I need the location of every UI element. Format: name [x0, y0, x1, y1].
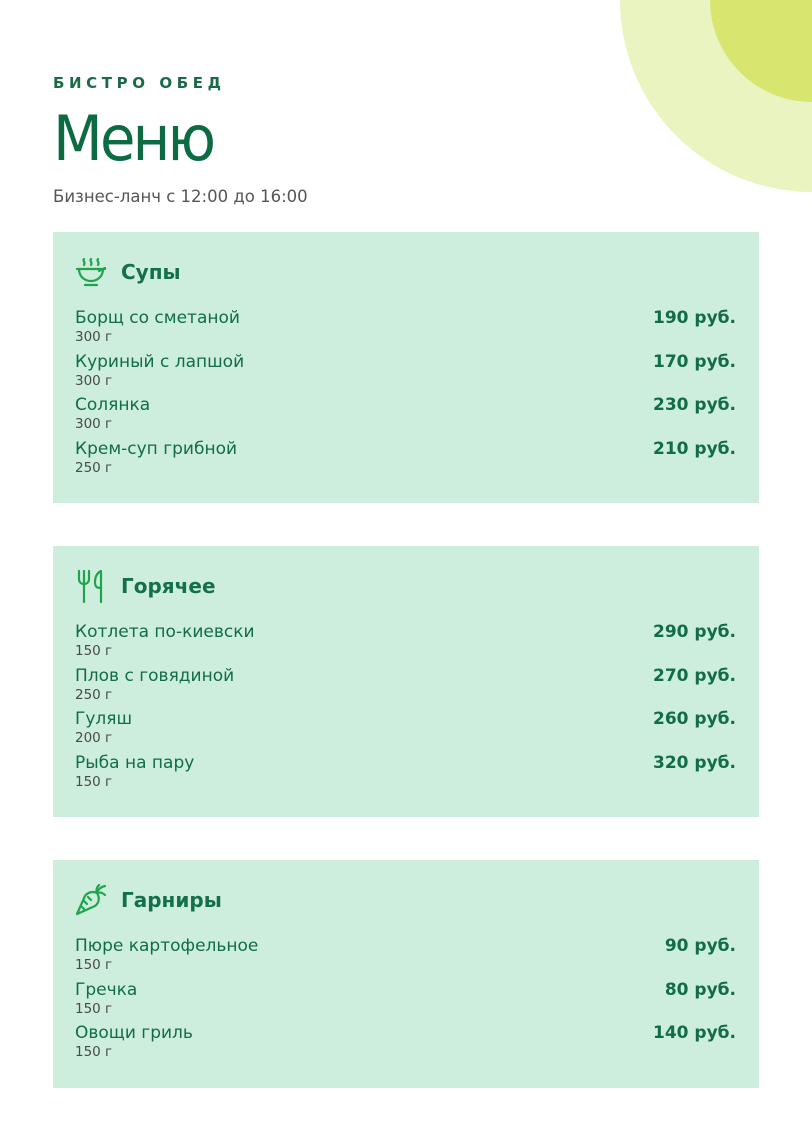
menu-item: [75, 352, 736, 396]
item-price: 190 руб.: [653, 308, 736, 328]
item-weight: 150 г: [75, 773, 113, 790]
item-weight: 300 г: [75, 329, 113, 345]
menu-header: [53, 70, 308, 208]
menu-item: [75, 308, 736, 352]
page-subtitle: Бизнес-ланч с 12:00 до 16:00: [53, 187, 308, 206]
menu-item: [75, 622, 736, 666]
item-price: 270 руб.: [653, 665, 736, 686]
menu-section-sides: [53, 860, 759, 1088]
item-weight: 200 г: [75, 730, 113, 746]
item-price: 320 руб.: [653, 752, 736, 773]
menu-section-hot: [53, 546, 759, 817]
menu-item: [75, 753, 736, 797]
menu-section-soups: [53, 232, 759, 503]
item-name: Крем-суп грибной: [75, 438, 238, 459]
item-weight: 150 г: [75, 1000, 113, 1017]
menu-item: [75, 666, 736, 710]
item-price: 260 руб.: [653, 709, 736, 729]
section-title: Супы: [121, 260, 181, 284]
section-header: [75, 568, 736, 604]
item-price: 140 руб.: [653, 1023, 736, 1043]
item-weight: 300 г: [75, 416, 113, 432]
fork-spoon-icon: [75, 568, 107, 604]
brand-name: БИСТРО ОБЕД: [53, 74, 226, 92]
soup-bowl-icon: [75, 254, 107, 290]
item-weight: 150 г: [75, 1044, 113, 1060]
section-title: Гарниры: [121, 888, 222, 912]
menu-item: [75, 980, 736, 1024]
carrot-icon: [75, 882, 107, 918]
item-weight: 250 г: [75, 686, 113, 703]
page-title: Меню: [53, 102, 214, 175]
item-weight: 150 г: [75, 957, 113, 973]
item-name: Пюре картофельное: [75, 936, 259, 956]
item-name: Куриный с лапшой: [75, 351, 245, 372]
item-price: 80 руб.: [664, 979, 736, 1000]
item-price: 170 руб.: [653, 351, 736, 372]
item-price: 290 руб.: [653, 622, 736, 642]
item-name: Плов с говядиной: [75, 665, 235, 686]
item-price: 230 руб.: [653, 395, 736, 415]
item-price: 90 руб.: [664, 936, 736, 956]
item-name: Котлета по-киевски: [75, 622, 255, 642]
menu-item: [75, 395, 736, 439]
menu-item: [75, 936, 736, 980]
section-title: Горячее: [121, 574, 216, 598]
item-weight: 300 г: [75, 372, 113, 389]
item-weight: 150 г: [75, 643, 113, 659]
item-weight: 250 г: [75, 459, 113, 476]
menu-item: [75, 439, 736, 483]
section-header: [75, 254, 736, 290]
item-name: Рыба на пару: [75, 752, 195, 773]
item-price: 210 руб.: [653, 438, 736, 459]
item-name: Борщ со сметаной: [75, 308, 240, 328]
item-name: Овощи гриль: [75, 1023, 193, 1043]
menu-item: [75, 709, 736, 753]
item-name: Гречка: [75, 979, 138, 1000]
item-name: Солянка: [75, 395, 151, 415]
item-name: Гуляш: [75, 709, 133, 729]
section-header: [75, 882, 736, 918]
menu-item: [75, 1023, 736, 1067]
